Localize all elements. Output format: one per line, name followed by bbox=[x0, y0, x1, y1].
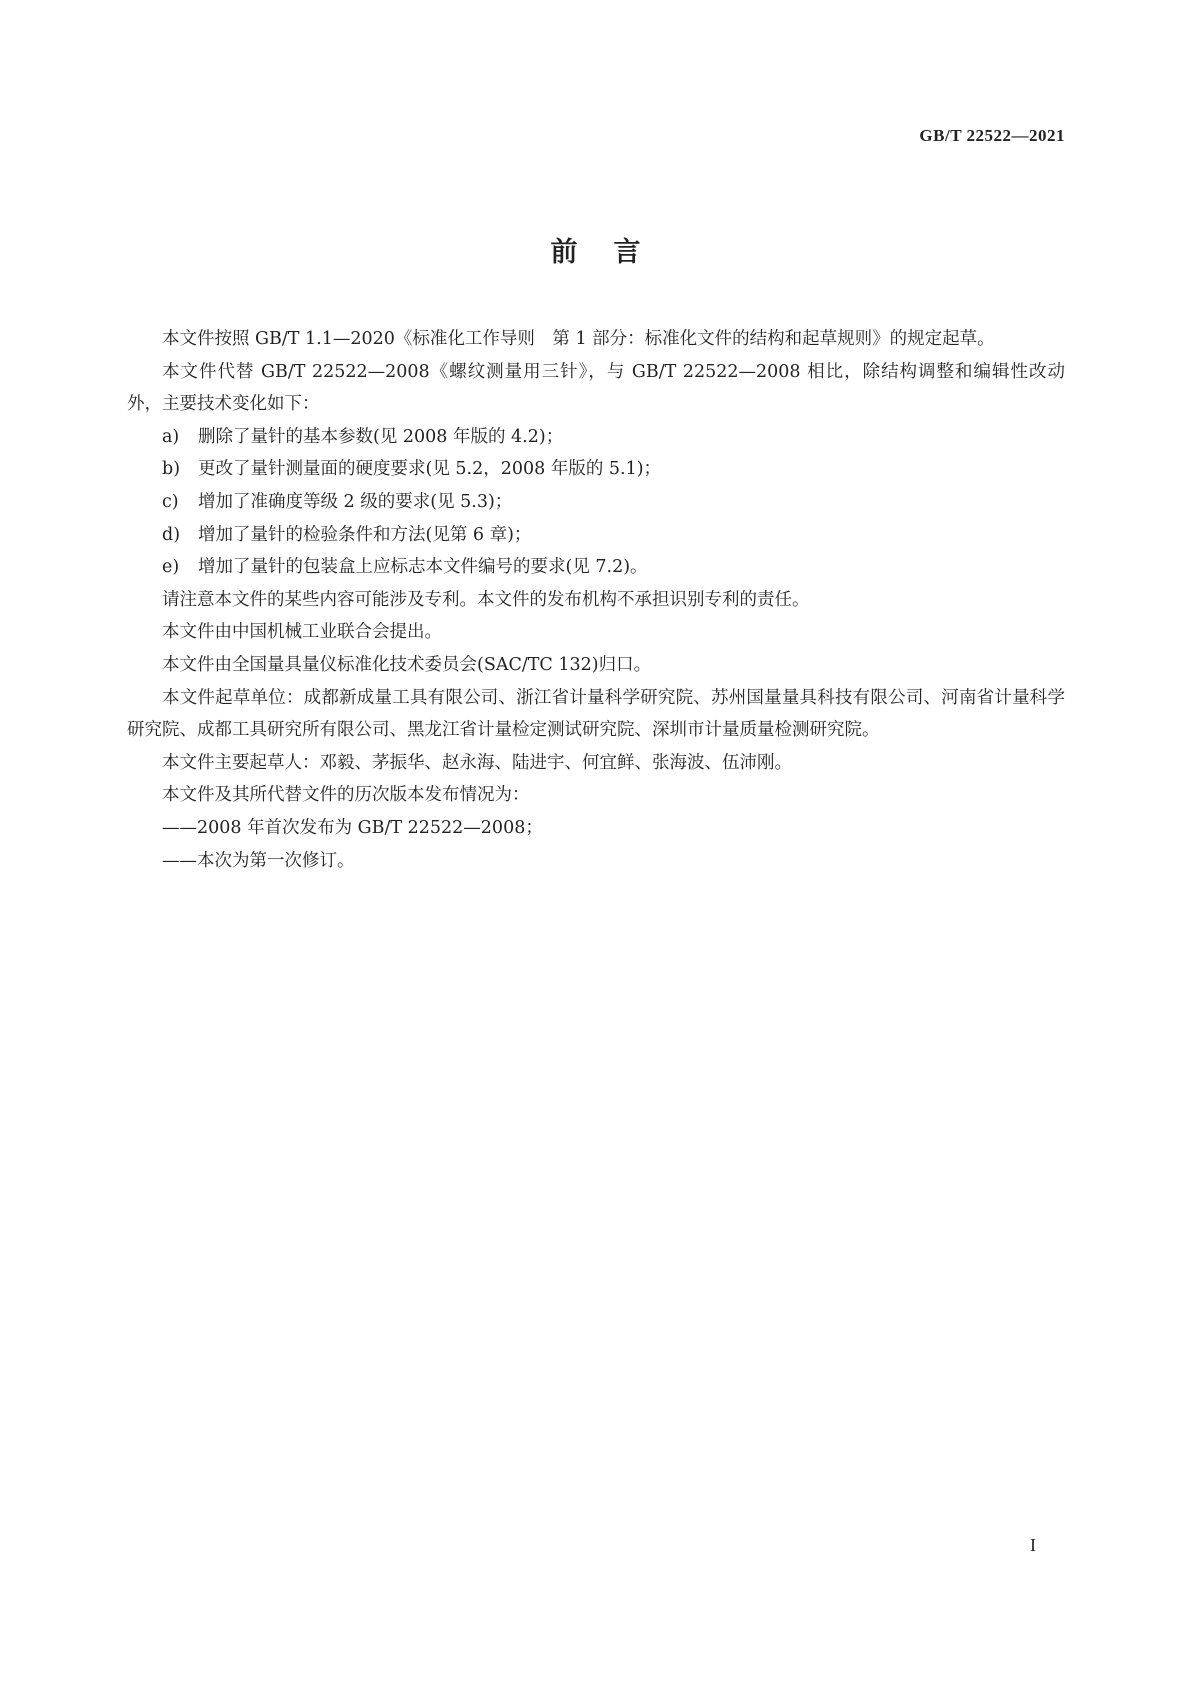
paragraph-patent: 请注意本文件的某些内容可能涉及专利。本文件的发布机构不承担识别专利的责任。 bbox=[162, 589, 810, 610]
list-label: d) bbox=[162, 524, 181, 545]
page-number: I bbox=[1030, 1535, 1036, 1555]
document-body bbox=[127, 323, 1065, 877]
paragraph-drafters: 本文件主要起草人：邓毅、茅振华、赵永海、陆进宇、何宜鲜、张海波、伍沛刚。 bbox=[162, 752, 792, 773]
list-text: 增加了准确度等级 2 级的要求(见 5.3)； bbox=[198, 491, 513, 512]
standard-number: GB/T 22522—2021 bbox=[919, 126, 1065, 145]
paragraph-replacement: 本文件代替 GB/T 22522—2008《螺纹测量用三针》，与 GB/T 22522—2008 相比，除结构调整和编辑性改动外，主要技术变化如下： bbox=[127, 361, 1065, 415]
history-item: ——本次为第一次修订。 bbox=[162, 850, 355, 871]
list-item bbox=[127, 551, 1065, 584]
list-text: 增加了量针的检验条件和方法(见第 6 章)； bbox=[198, 524, 532, 545]
list-item bbox=[127, 421, 1065, 454]
list-label: c) bbox=[162, 491, 179, 512]
list-item bbox=[127, 486, 1065, 519]
history-item: ——2008 年首次发布为 GB/T 22522—2008； bbox=[162, 817, 543, 838]
list-label: a) bbox=[162, 426, 180, 447]
list-item bbox=[127, 519, 1065, 552]
list-text: 更改了量针测量面的硬度要求(见 5.2，2008 年版的 5.1)； bbox=[198, 459, 662, 480]
paragraph-basis: 本文件按照 GB/T 1.1—2020《标准化工作导则 第 1 部分：标准化文件的结构和起草规则》的规定起草。 bbox=[162, 329, 995, 349]
paragraph-history-intro: 本文件及其所代替文件的历次版本发布情况为： bbox=[162, 785, 530, 806]
list-text: 删除了量针的基本参数(见 2008 年版的 4.2)； bbox=[198, 426, 564, 447]
paragraph-drafting-units: 本文件起草单位：成都新成量工具有限公司、浙江省计量科学研究院、苏州国量量具科技有限公司、河南省计量科学研究院、成都工具研究所有限公司、黑龙江省计量检定测试研究院、深圳市计量质量检测研究院。 bbox=[127, 687, 1065, 741]
paragraph-committee: 本文件由全国量具量仪标准化技术委员会(SAC/TC 132)归口。 bbox=[162, 654, 652, 675]
list-item bbox=[127, 453, 1065, 486]
list-text: 增加了量针的包装盒上应标志本文件编号的要求(见 7.2)。 bbox=[198, 557, 648, 578]
list-label: b) bbox=[162, 459, 181, 480]
page-title: 前言 bbox=[550, 237, 677, 268]
paragraph-proposer: 本文件由中国机械工业联合会提出。 bbox=[162, 622, 442, 643]
list-label: e) bbox=[162, 557, 180, 578]
